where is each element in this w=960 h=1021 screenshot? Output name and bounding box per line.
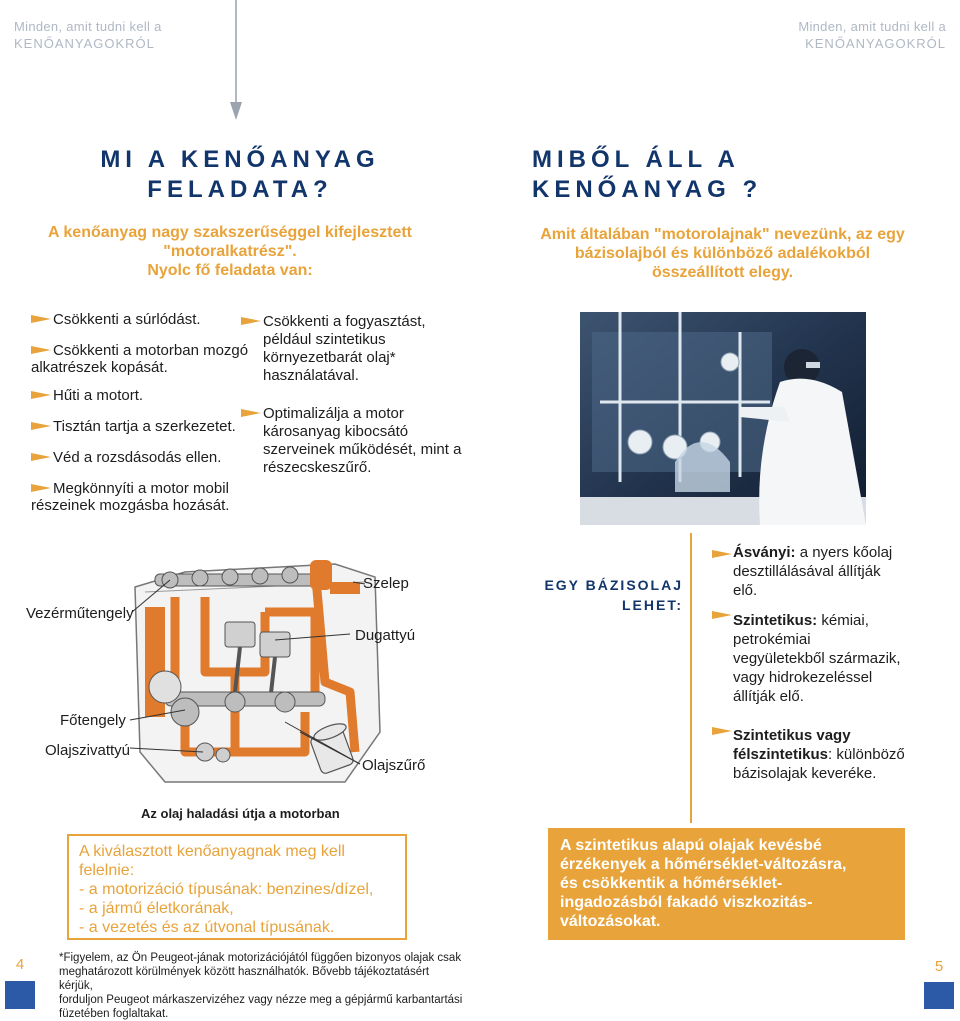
page-number-right: [924, 952, 954, 982]
laboratory-photo: [580, 312, 866, 525]
base-oil-synthetic: [733, 611, 913, 706]
label-oil-filter: Olajszűrő: [362, 757, 426, 774]
list-item-text: Csökkenti a motorban mozgó: [53, 342, 249, 359]
footnote-line: *Figyelem, az Ön Peugeot-jának motorizációjától függően bizonyos olajak csak: [59, 952, 462, 964]
type-desc: : különböző: [828, 746, 905, 763]
box-line: - a jármű életkorának,: [79, 900, 234, 917]
type-desc: vegyületekből származik,: [733, 650, 901, 667]
right-intro-line2: bázisolajból és különböző adalékokból: [574, 245, 871, 262]
selection-criteria-box: [67, 834, 407, 940]
footnote: [59, 951, 464, 1021]
list-item-text-cont: alkatrészek kopását.: [31, 359, 168, 376]
type-name: félszintetikus: [733, 746, 829, 763]
functions-list-a: [31, 311, 261, 514]
list-item-text: Véd a rozsdásodás ellen.: [53, 449, 222, 466]
list-item: [31, 480, 261, 514]
arrow-bullet-icon: [241, 409, 261, 417]
left-intro: [20, 223, 440, 280]
arrow-bullet-icon: [31, 484, 51, 492]
list-item: [31, 418, 261, 435]
base-oil-heading-line2: LEHET:: [622, 597, 683, 613]
type-name: Ásványi:: [733, 544, 796, 561]
arrow-bullet-icon: [712, 727, 732, 735]
type-desc: állítják elő.: [733, 688, 804, 705]
page-tab-left: [5, 981, 35, 1009]
arrow-bullet-icon: [241, 317, 261, 325]
type-desc: vagy hidrokezeléssel: [733, 669, 873, 686]
left-title-line1: MI A KENŐANYAG: [100, 146, 380, 173]
functions-list-b: [241, 313, 471, 477]
box-line: felelnie:: [79, 862, 135, 879]
down-arrow-icon: [226, 0, 246, 122]
vertical-divider: [690, 533, 692, 823]
list-item: [31, 387, 261, 404]
type-name: Szintetikus vagy: [733, 727, 851, 744]
page-tab-right: [924, 982, 954, 1009]
label-oil-pump: Olajszivattyú: [45, 742, 131, 759]
list-item-text-cont: szerveinek működését, mint a: [263, 441, 462, 458]
page-number-left-text: 4: [15, 956, 25, 973]
footnote-line: meghatározott körülmények között használhatók. Bővebb tájékoztatásért kérjük,: [59, 966, 430, 992]
list-item: [31, 342, 261, 376]
list-item-text: Csökkenti a súrlódást.: [53, 311, 201, 328]
right-page-title: MIBŐL ÁLL A KENŐANYAG ?: [532, 146, 763, 203]
box-line: érzékenyek a hőmérséklet-változásra,: [560, 856, 847, 873]
box-line: A szintetikus alapú olajak kevésbé: [560, 837, 822, 854]
label-camshaft: Vezérműtengely: [26, 605, 134, 622]
list-item-text-cont: használatával.: [263, 367, 359, 384]
left-title-line2: FELADATA?: [147, 176, 333, 203]
left-intro-line3: Nyolc fő feladata van:: [147, 262, 313, 279]
type-desc: kémiai,: [817, 612, 869, 629]
footnote-line: füzetében foglaltakat.: [59, 1008, 169, 1020]
list-item-text-cont: károsanyag kibocsátó: [263, 423, 409, 440]
synthetic-benefits-box: [548, 828, 905, 940]
arrow-bullet-icon: [31, 315, 51, 323]
right-intro: [520, 225, 925, 282]
type-desc: a nyers kőolaj: [795, 544, 893, 561]
list-item-text: Csökkenti a fogyasztást,: [263, 313, 426, 330]
arrow-bullet-icon: [712, 611, 732, 619]
label-piston: Dugattyú: [355, 627, 416, 644]
running-header-right-line1: Minden, amit tudni kell a: [798, 19, 946, 34]
base-oil-heading: [540, 575, 683, 615]
type-desc: petrokémiai: [733, 631, 811, 648]
box-line: A kiválasztott kenőanyagnak meg kell: [79, 843, 345, 860]
base-oil-semi-synthetic: [733, 726, 923, 783]
box-line: változásokat.: [560, 913, 661, 930]
list-item-text: Optimalizálja a motor: [263, 405, 404, 422]
type-desc: desztillálásával állítják: [733, 563, 881, 580]
list-item-text: Megkönnyíti a motor mobil: [53, 480, 229, 497]
arrow-bullet-icon: [31, 391, 51, 399]
type-desc: elő.: [733, 582, 758, 599]
list-item: [31, 311, 261, 328]
page-number-right-text: 5: [934, 958, 944, 975]
list-item: [31, 449, 261, 466]
arrow-bullet-icon: [712, 550, 732, 558]
box-line: és csökkentik a hőmérséklet-: [560, 875, 783, 892]
right-intro-line3: összeállított elegy.: [651, 264, 794, 281]
left-intro-line2: "motoralkatrész".: [163, 243, 297, 260]
running-header-right-line2: KENŐANYAGOKRÓL: [805, 36, 946, 51]
left-page-title: [90, 145, 390, 205]
list-item: [241, 405, 471, 477]
list-item-text-cont: környezetbarát olaj*: [263, 349, 396, 366]
label-valve: Szelep: [363, 575, 409, 592]
base-oil-mineral: [733, 543, 913, 600]
running-header-right: [798, 18, 946, 52]
list-item-text: Hűti a motort.: [53, 387, 144, 404]
running-header-left-line1: Minden, amit tudni kell a: [14, 19, 162, 34]
arrow-bullet-icon: [31, 453, 51, 461]
box-line: ingadozásból fakadó viszkozitás-: [560, 894, 813, 911]
running-header-left: [14, 18, 162, 52]
base-oil-heading-line1: EGY BÁZISOLAJ: [544, 577, 683, 593]
list-item-text: Tisztán tartja a szerkezetet.: [53, 418, 236, 435]
right-intro-line1: Amit általában "motorolajnak" nevezünk, az egy: [540, 226, 905, 243]
engine-caption: Az olaj haladási útja a motorban: [141, 806, 340, 821]
box-line: - a motorizáció típusának: benzines/dízel,: [79, 881, 374, 898]
footnote-line: forduljon Peugeot márkaszervizéhez vagy nézze meg a gépjármű karbantartási: [59, 994, 463, 1006]
label-crankshaft: Főtengely: [60, 712, 126, 729]
type-name: Szintetikus:: [733, 612, 818, 629]
list-item-text-cont: részecskeszűrő.: [263, 459, 372, 476]
type-desc: bázisolajak keveréke.: [733, 765, 877, 782]
page-number-left: [5, 949, 35, 981]
running-header-left-line2: KENŐANYAGOKRÓL: [14, 36, 155, 51]
list-item-text-cont: részeinek mozgásba hozását.: [31, 497, 230, 514]
arrow-bullet-icon: [31, 422, 51, 430]
arrow-bullet-icon: [31, 346, 51, 354]
list-item-text-cont: például szintetikus: [263, 331, 386, 348]
list-item: [241, 313, 471, 385]
box-line: - a vezetés és az útvonal típusának.: [79, 919, 335, 936]
left-intro-line1: A kenőanyag nagy szakszerűséggel kifejlesztett: [48, 224, 412, 241]
